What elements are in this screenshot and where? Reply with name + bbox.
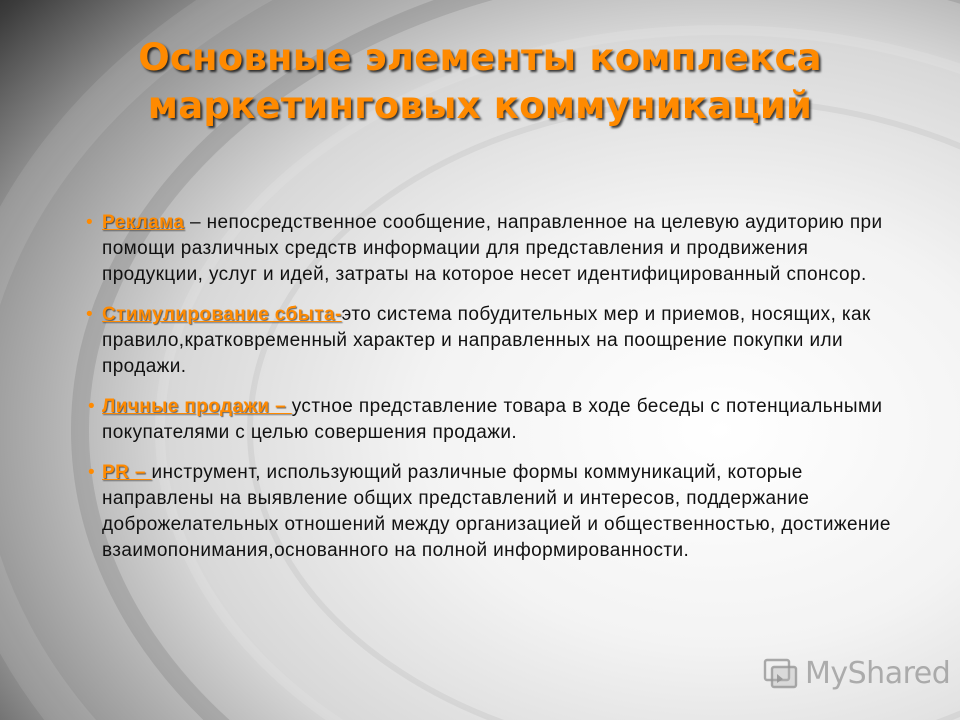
- bullet-sales-promotion: [0, 302, 960, 380]
- bullet-list: [0, 210, 960, 564]
- slide-title-line-1: Основные элементы комплекса: [138, 36, 822, 79]
- bullet-marker: •: [88, 462, 96, 483]
- slides-stack-icon: [762, 656, 800, 692]
- term-advertising: Реклама: [102, 212, 185, 233]
- bullet-marker: •: [86, 212, 94, 233]
- bullet-pr: [0, 460, 960, 564]
- term-pr: PR –: [102, 462, 152, 483]
- bullet-advertising: [0, 210, 960, 288]
- definition-sales-promotion: это система побудительных мер и приемов, носящих, как правило,кратковременный характер и направленных на поощрение покупки или продажи.: [102, 304, 871, 377]
- term-personal-selling: Личные продажи –: [102, 396, 292, 417]
- bullet-marker: •: [88, 396, 96, 417]
- watermark: [762, 654, 950, 694]
- term-sales-promotion: Стимулирование сбыта-: [102, 304, 342, 325]
- watermark-text: MyShared: [805, 656, 951, 691]
- bullet-marker: •: [86, 304, 94, 325]
- bullet-personal-selling: [0, 394, 960, 446]
- definition-personal-selling: устное представление товара в ходе беседы с потенциальными покупателями с целью совершения продажи.: [102, 396, 883, 443]
- slide-title-line-2: маркетинговых коммуникаций: [147, 84, 813, 127]
- definition-pr: инструмент, использующий различные формы коммуникаций, которые направлены на выявление общих представлений и интересов, поддержание доброжелательных отношений между организацией и общественностью, достижение взаимопонимания,основанного на полной информированности.: [102, 462, 891, 561]
- definition-advertising: – непосредственное сообщение, направленное на целевую аудиторию при помощи различных средств информации для представления и продвижения продукции, услуг и идей, затраты на которое несет идентифицированный спонсор.: [102, 212, 883, 285]
- slide-title: [30, 34, 930, 130]
